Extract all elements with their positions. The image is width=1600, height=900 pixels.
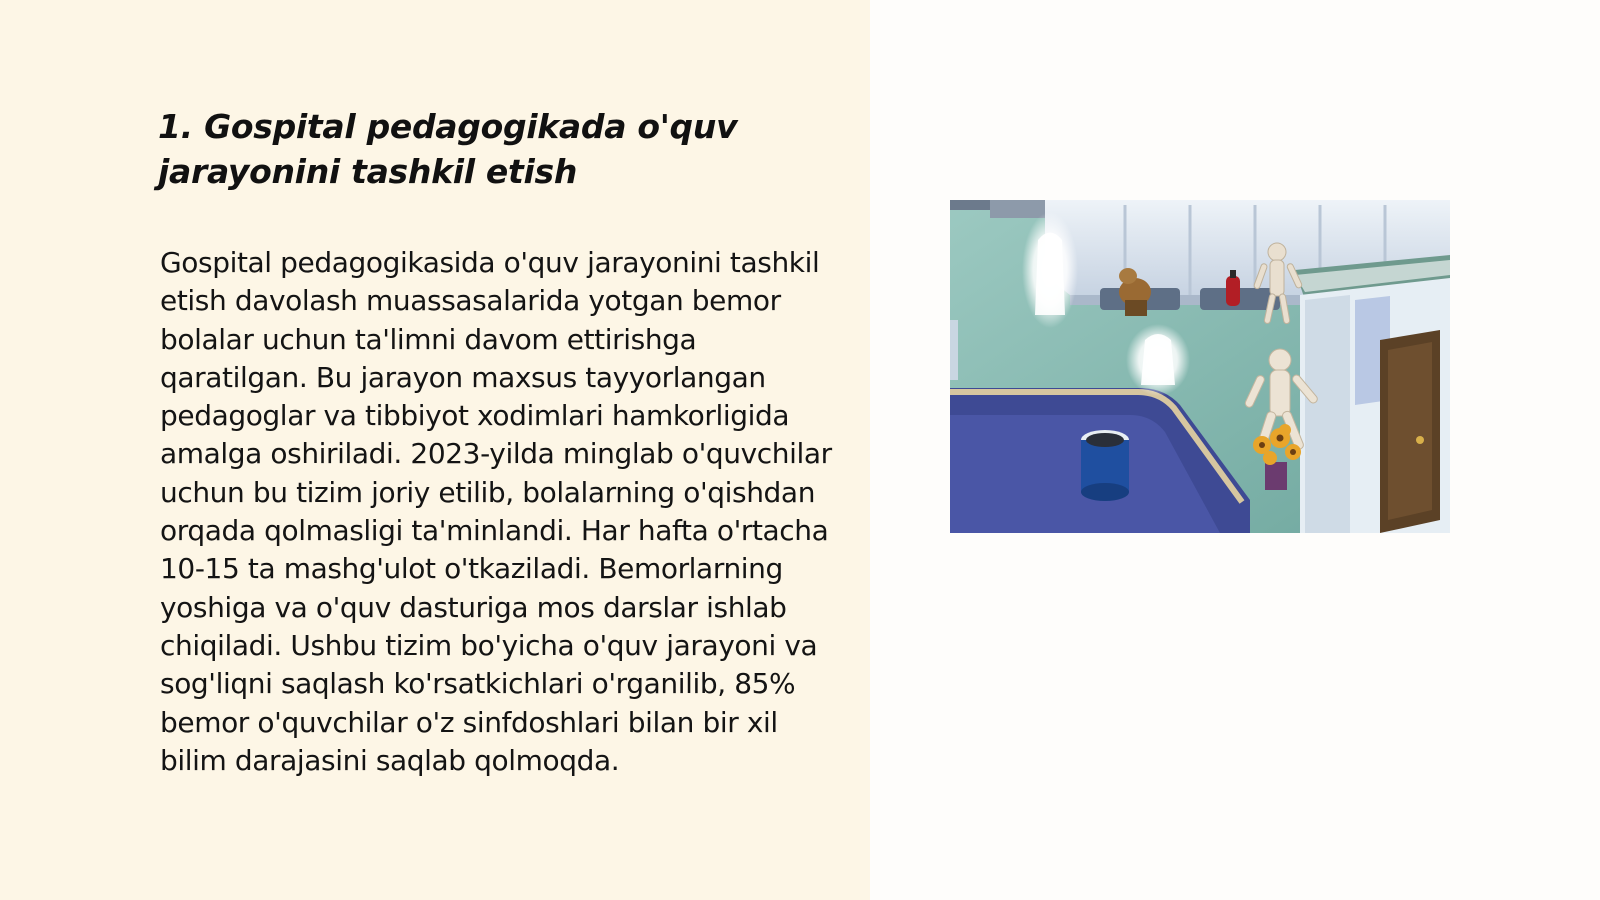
hospital-scene-illustration [950, 200, 1450, 533]
hospital-scene-image [950, 200, 1450, 533]
slide-body-text: Gospital pedagogikasida o'quv jarayonini tashkil etish davolash muassasalarida yotgan bemor bolalar uchun ta'limni davom ettirishga qaratilgan. Bu jarayon maxsus tayyorlangan pedagoglar va tibbiyot xodimlari hamkorligida amalga oshiriladi. 2023-yilda minglab o'quvchilar uchun bu tizim joriy etilib, bolalarning o'qishdan orqada qolmasligi ta'minlandi. Har hafta o'rtacha 10-15 ta mashg'ulot o'tkaziladi. Bemorlarning yoshiga va o'quv dasturiga mos darslar ishlab chiqiladi. Ushbu tizim bo'yicha o'quv jarayoni va sog'liqni saqlash ko'rsatkichlari o'rganilib, 85% bemor o'quvchilar o'z sinfdoshlari bilan bir xil bilim darajasini saqlab qolmoqda. [160, 246, 832, 777]
slide-title: 1. Gospital pedagogikada o'quv jarayonini tashkil etish [158, 107, 738, 191]
